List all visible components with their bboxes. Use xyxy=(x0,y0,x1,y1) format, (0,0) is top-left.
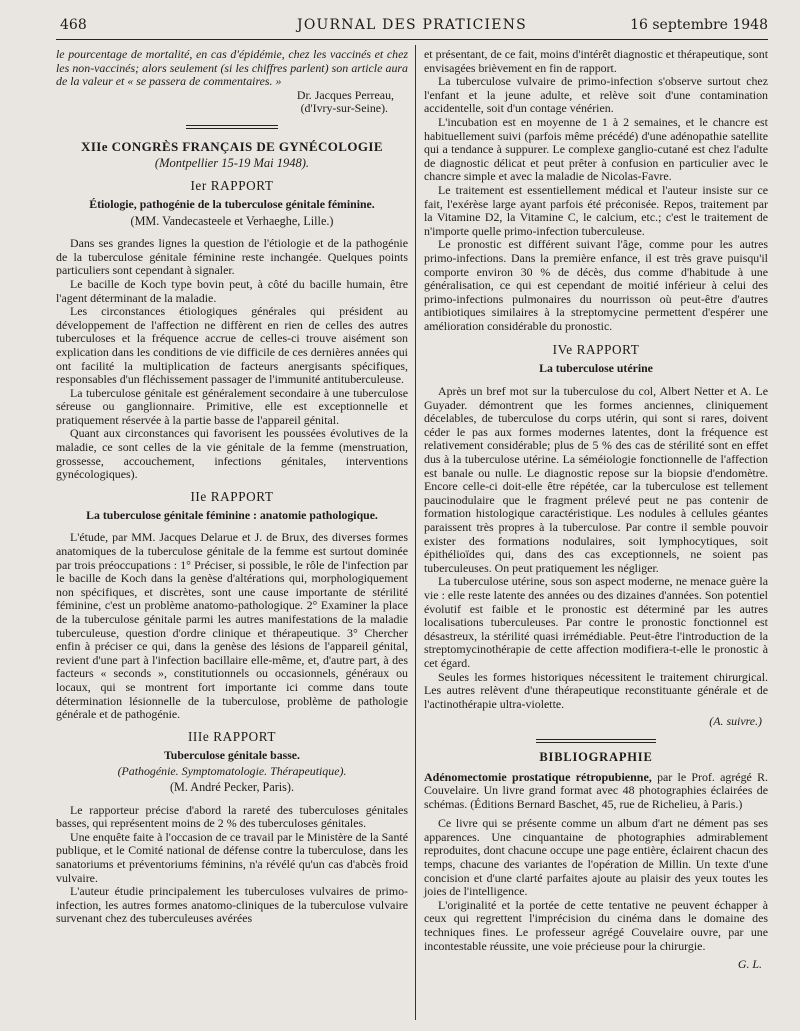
to-be-continued: (A. suivre.) xyxy=(709,714,762,729)
report-3-paragraph: L'incubation est en moyenne de 1 à 2 semaines, et le chancre est habituellement suivi (parfois même précédé) d'une adénopathie satellite qui a tendance à suppurer. Le complexe ganglio-cutané est chez l'adulte de diagnostic délicat et peut prêter à confusion en particulier avec le chancre simple et avec la maladie de Nicolas-Favre. xyxy=(424,114,768,184)
report-3-paragraph: Une enquête faite à l'occasion de ce travail par le Ministère de la Santé publique, et le Comité national de défense contre la tuberculose, dans les sanatoriums et préventoriums féminins, n'a révélé qu'un cas d'abcès froid vulvaire. xyxy=(56,829,408,885)
report-2-heading: IIe RAPPORT xyxy=(190,488,274,504)
congress-place: (Montpellier 15-19 Mai 1948). xyxy=(154,155,310,170)
page-number: 468 xyxy=(60,17,87,33)
report-3-paragraph: Le pronostic est différent suivant l'âge, comme pour les autres primo-infections. Dans la première enfance, il est très grave puisqu'il comporte environ 30 % de décès, dus comme d'habitude à une généralisation, ce qui est cependant de moitié inférieur à celui des primo-infections pulmonaires du nourrisson où peut-être d'autres antibiotiques similaires à la streptomycine permettent d'espérer une amélioration considérable du pronostic. xyxy=(424,237,768,333)
bibliography-entry xyxy=(424,771,768,812)
report-1-heading: Ier RAPPORT xyxy=(190,177,274,193)
issue-date: 16 septembre 1948 xyxy=(630,17,768,33)
report-4-title: La tuberculose utérine xyxy=(539,361,653,376)
report-4-paragraph: La tuberculose utérine, sous son aspect moderne, ne menace guère la vie : elle reste latente des années ou des dizaines d'années. Son potentiel évolutif est faible et le pronostic est déterminé par les autres localisations tuberculeuses. Par contre le pronostic fonctionnel est désastreux, la stérilité quasi irrémédiable. Peut-être l'introduction de la streptomycinothérapie de cette affection modifiera-t-elle le pronostic à cet égard. xyxy=(424,574,768,670)
report-2-paragraph: L'étude, par MM. Jacques Delarue et J. de Brux, des diverses formes anatomiques de la tuberculose génitale de la femme est surtout dominée par trois préoccupations : 1° Préciser, si possible, le rôle de l'infection par le bacille de Koch dans la genèse d'altérations qui, morphologiquement non spécifiques, et discrètes, sont une cause importante de stérilité féminine, c'est un problème anatomo-pathologique. 2° Examiner la place de la tuberculose génitale parmi les autres manifestations de la maladie tuberculeuse, question d'ordre clinique et thérapeutique. 3° Chercher enfin à préciser ce qui, dans la genèse des lésions de l'appareil génital, revient d'une part à l'infection bacillaire elle-même, et, d'autre part, à des facteurs « seconds », constitutionnels ou occasionnels, généraux ou locaux, qui se montrent fort importante ici comme dans toute détermination lésionnelle de la tuberculose, problème de pathologie générale et de pathogénie. xyxy=(56,530,408,722)
report-3-paragraph: La tuberculose vulvaire de primo-infection s'observe surtout chez l'enfant et la jeune adulte, et relève soit d'une contamination accidentelle, soit d'un contage vénérien. xyxy=(424,74,768,116)
signature-place: (d'Ivry-sur-Seine). xyxy=(300,101,388,116)
report-3-title: Tuberculose génitale basse. xyxy=(163,747,300,762)
report-2-title: La tuberculose génitale féminine : anatomie pathologique. xyxy=(86,507,378,522)
intro-paragraph: le pourcentage de mortalité, en cas d'épidémie, chez les vaccinés et chez les non-vaccinés; alors seulement (si les chiffres parlent) son article aura de la valeur et « se passera de commentaires. » xyxy=(56,47,408,89)
report-3-paragraph: Le rapporteur précise d'abord la rareté des tuberculoses génitales basses, qui représentent moins de 2 % des tuberculoses génitales. xyxy=(56,802,408,831)
report-1-title: Étiologie, pathogénie de la tuberculose génitale féminine. xyxy=(89,196,375,211)
book-title: Adénomectomie prostatique rétropubienne, xyxy=(424,769,652,784)
report-3-paragraph: Le traitement est essentiellement médical et l'auteur insiste sur ce fait, l'exérèse large ayant parfois été préconisée. Repos, traitement par la Vitamine D2, la Vitamine C, le calcium, etc.; c'est le traitement de n'importe quelle primo-infection tuberculeuse. xyxy=(424,182,768,238)
book-details: par le Prof. agrégé R. Couvelaire. Un livre grand format avec 48 photographies éclairées de schémas. (Éditions Bernard Baschet, 45, rue de Richelieu, à Paris.) xyxy=(424,769,768,811)
bibliography-heading: BIBLIOGRAPHIE xyxy=(539,749,653,764)
congress-title: XIIe CONGRÈS FRANÇAIS DE GYNÉCOLOGIE xyxy=(81,138,383,154)
signature-name: Dr. Jacques Perreau, xyxy=(296,87,394,102)
report-1-paragraph: La tuberculose génitale est généralement secondaire à une tuberculose séreuse ou ganglionnaire. Primitive, elle est exceptionnelle et pratiquement réservée à la partie basse de l'appareil génital. xyxy=(56,385,408,427)
review-paragraph: Ce livre qui se présente comme un album d'art ne dément pas ses apparences. Une cinquantaine de photographies admirablement reproduites, dont chacune occupe une page entière, éclairent chacun des temps, chacune des variantes de l'opération de Millin. Un texte d'une concision et d'une clarté parfaites ajoute au plaisir des yeux toutes les joies de l'intelligence. xyxy=(424,816,768,899)
section-divider xyxy=(536,739,656,743)
report-4-heading: IVe RAPPORT xyxy=(552,342,640,358)
left-column xyxy=(56,48,408,926)
report-3-authors: (M. André Pecker, Paris). xyxy=(169,779,295,794)
section-divider xyxy=(186,125,278,129)
report-1-paragraph: Les circonstances étiologiques générales qui président au développement de l'affection ne diffèrent en rien de celles des autres tuberculoses et la fréquence accrue de celles-ci trouve aisément son explication dans les conditions de vie difficile de ces dernières années qui ont facilité la multiplication de facteurs anergisants spécifiques, responsables d'un fléchissement passager de l'immunité antituberculeuse. xyxy=(56,304,408,387)
report-4-paragraph: Après un bref mot sur la tuberculose du col, Albert Netter et A. Le Guyader. démontrent que les formes anciennes, cliniquement décelables, de tuberculose du corps utérin, qui sont si rares, doivent céder le pas aux formes modernes latentes, dont la fréquence est relativement considérable; plus de 5 % des cas de stérilité sont en effet dus à la tuberculose utérine. La séméiologie fonctionnelle de l'affection est banale ou nulle. Le diagnostic repose sur la biopsie d'endomètre. Encore celle-ci doit-elle être répétée, car la tuberculose est tellement paucinodulaire que le fragment prélevé peut ne pas contenir de formation histologique caractéristique. Les nodules à cellules géantes paraissent très propres à la tuberculose. Par contre il semble pouvoir exister des formations nodulaires, soit lymphocytiques, soit épithélioïdes qui, dans des cas exceptionnels, ne soient pas tuberculeuses. On peut pratiquement les négliger. xyxy=(424,384,768,575)
right-column xyxy=(424,48,768,972)
continued-paragraph: et présentant, de ce fait, moins d'intérêt diagnostic et thérapeutique, sont envisagées brièvement en fin de rapport. xyxy=(424,47,768,75)
report-1-paragraph: Dans ses grandes lignes la question de l'étiologie et de la pathogénie de la tuberculose génitale féminine reste inchangée. Quelques points particuliers sont cependant à signaler. xyxy=(56,236,408,278)
report-1-paragraph: Le bacille de Koch type bovin peut, à côté du bacille humain, être l'agent déterminant de la maladie. xyxy=(56,276,408,305)
report-1-authors: (MM. Vandecasteele et Verhaeghe, Lille.) xyxy=(130,213,334,228)
report-1-paragraph: Quant aux circonstances qui favorisent les poussées évolutives de la maladie, ce sont celles de la vie génitale de la femme (menstruation, grossesse, accouchement, infections génitales, interventions gynécologiques). xyxy=(56,426,408,482)
reviewer-initials: G. L. xyxy=(737,957,762,972)
review-paragraph: L'originalité et la portée de cette tentative ne peuvent échapper à ceux qui regrettent l'imprécision du cinéma dans le domaine des techniques fines. Le professeur agrégé Couvelaire ouvre, par une incontestable réussite, une voie précieuse pour la chirurgie. xyxy=(424,897,768,953)
report-3-heading: IIIe RAPPORT xyxy=(187,728,277,744)
report-3-paragraph: L'auteur étudie principalement les tuberculoses vulvaires de primo-infection, les autres formes anatomo-cliniques de la tuberculose vulvaire survenant chez des tuberculeuses avérées xyxy=(56,884,408,926)
page-header xyxy=(56,15,768,40)
journal-title: JOURNAL DES PRATICIENS xyxy=(297,17,527,33)
report-4-paragraph: Seules les formes historiques nécessitent le traitement chirurgical. Les autres relèvent d'une thérapeutique reconstituante générale et de l'actinothérapie ultra-violette. xyxy=(424,669,768,711)
column-divider xyxy=(415,45,416,1020)
report-3-subtitle: (Pathogénie. Symptomatologie. Thérapeutique). xyxy=(117,764,347,779)
